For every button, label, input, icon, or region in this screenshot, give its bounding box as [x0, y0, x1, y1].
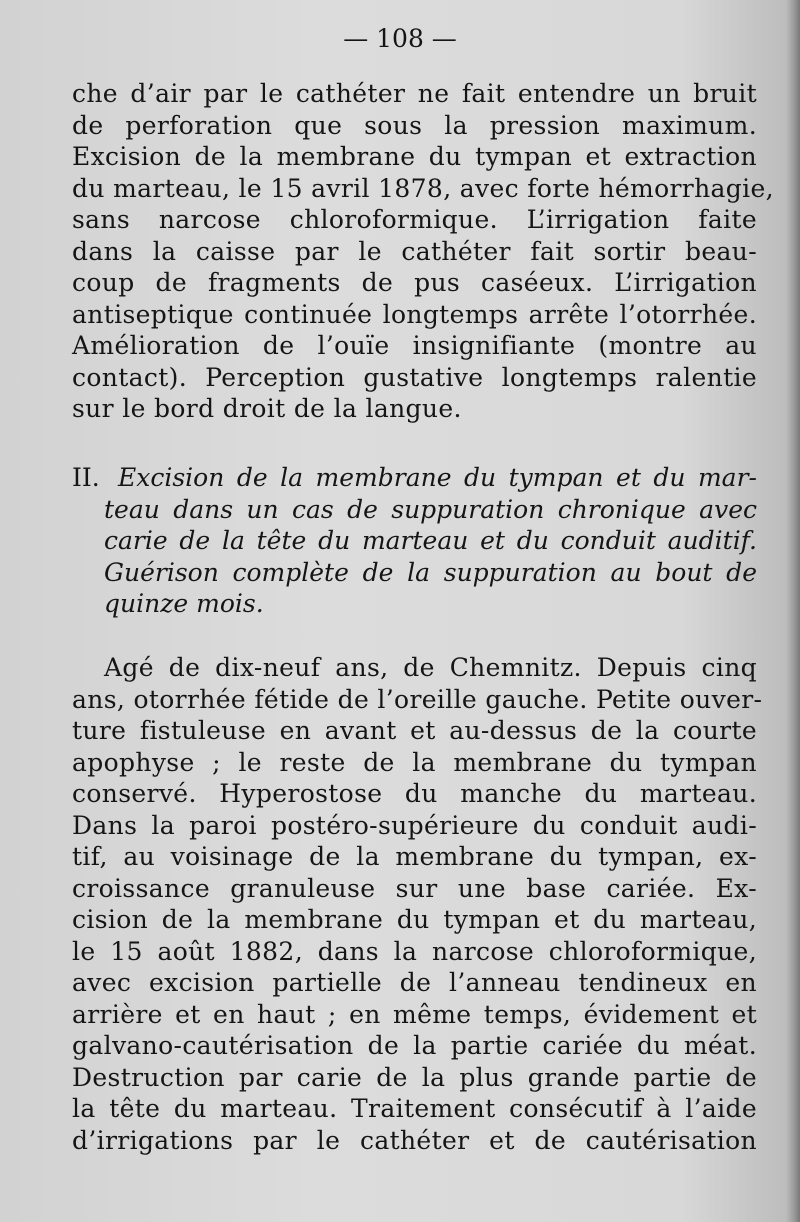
- page-edge-shadow: [786, 0, 800, 1222]
- heading-line: quinze mois.: [104, 589, 264, 618]
- section-heading: [72, 462, 757, 620]
- text-line: che d’air par le cathéter ne fait entendre un bruit: [72, 79, 757, 108]
- section-number: II.: [72, 463, 100, 492]
- paragraph-continued: [72, 78, 774, 425]
- text-line: apophyse ; le reste de la membrane du tympan: [72, 747, 757, 777]
- case-paragraph: [72, 652, 763, 1156]
- text-line: contact). Perception gustative longtemps ralentie: [72, 362, 757, 392]
- text-line: Dans la paroi postéro-supérieure du conduit audi-: [72, 810, 757, 840]
- text-line: Amélioration de l’ouïe insignifiante (montre au: [72, 331, 757, 360]
- text-line: Destruction par carie de la plus grande partie de: [72, 1062, 757, 1092]
- text-line: du marteau, le 15 avril 1878, avec forte hémorrhagie,: [72, 173, 774, 203]
- text-line: la tête du marteau. Traitement consécutif à l’aide: [72, 1094, 757, 1123]
- text-line: tif, au voisinage de la membrane du tympan, ex-: [72, 842, 757, 871]
- text-line: sur le bord droit de la langue.: [72, 394, 462, 423]
- heading-line: Guérison complète de la suppuration au bout de: [104, 557, 757, 587]
- text-line: Agé de dix-neuf ans, de Chemnitz. Depuis cinq: [104, 653, 757, 682]
- heading-line: carie de la tête du marteau et du conduit auditif.: [104, 526, 757, 555]
- text-line: ture fistuleuse en avant et au-dessus de la courte: [72, 716, 757, 745]
- page-number: — 108 —: [343, 24, 457, 53]
- text-line: Excision de la membrane du tympan et extraction: [72, 142, 757, 171]
- text-line: ans, otorrhée fétide de l’oreille gauche. Petite ouver-: [72, 684, 763, 714]
- text-line: conservé. Hyperostose du manche du marteau.: [72, 779, 757, 808]
- text-line: dans la caisse par le cathéter fait sortir beau-: [72, 236, 757, 266]
- text-line: sans narcose chloroformique. L’irrigation faite: [72, 205, 757, 234]
- text-line: cision de la membrane du tympan et du marteau,: [72, 905, 757, 934]
- text-line: galvano-cautérisation de la partie cariée du méat.: [72, 1031, 757, 1060]
- text-line: croissance granuleuse sur une base cariée. Ex-: [72, 873, 757, 903]
- text-line: de perforation que sous la pression maximum.: [72, 110, 757, 140]
- text-line: le 15 août 1882, dans la narcose chloroformique,: [72, 936, 757, 966]
- heading-line: teau dans un cas de suppuration chronique avec: [104, 494, 757, 524]
- text-line: antiseptique continuée longtemps arrête l’otorrhée.: [72, 299, 757, 329]
- heading-line: Excision de la membrane du tympan et du mar-: [118, 463, 757, 492]
- text-line: coup de fragments de pus caséeux. L’irrigation: [72, 268, 757, 297]
- text-line: d’irrigations par le cathéter et de cautérisation: [72, 1125, 757, 1155]
- text-line: arrière et en haut ; en même temps, évidement et: [72, 999, 757, 1029]
- text-line: avec excision partielle de l’anneau tendineux en: [72, 968, 757, 997]
